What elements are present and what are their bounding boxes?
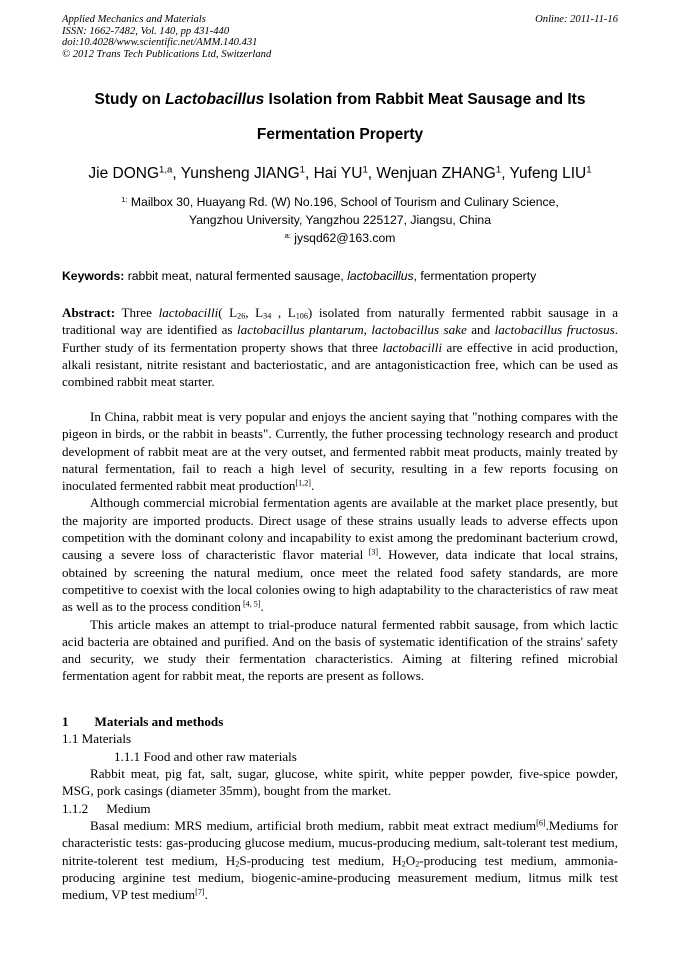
affiliation-marker: 1: xyxy=(121,194,128,204)
citation: [3] xyxy=(363,547,379,557)
keywords-label: Keywords: xyxy=(62,269,125,283)
citation: [7] xyxy=(195,887,205,897)
affiliation-line1: $^{1:}$ Mailbox 30, Huayang Rd. (W) No.196, School of Tourism and Culinary Science, xyxy=(121,194,559,209)
paper-title-line2: Fermentation Property xyxy=(256,126,424,143)
keywords: Keywords: rabbit meat, natural fermented sausage, lactobacillus, fermentation property xyxy=(62,269,537,283)
paper-title-line1 xyxy=(62,91,618,109)
copyright-line: © 2012 Trans Tech Publications Ltd, Switzerland xyxy=(62,48,272,60)
email-line xyxy=(62,231,618,245)
citation: [4, 5] xyxy=(240,599,261,609)
doi-line: doi:10.4028/www.scientific.net/AMM.140.431 xyxy=(62,37,258,49)
email-address: jysqd62@163.com xyxy=(290,231,396,245)
paragraph: In China, rabbit meat is very popular and enjoys the ancient saying that "nothing compares with the pigeon in birds, or the rabbit in beasts". Currently, the futher processing technology research and product development of rabbit meat are at the very outset, and fermented rabbit meat products, mainly treated by natural fermentation, fail to reach a high level of security, resulting in a few reports focusing on inoculated fermented rabbit meat production[1,2]. xyxy=(62,409,618,494)
author: Yunsheng JIANG$^1$, xyxy=(180,164,314,182)
author-list xyxy=(62,165,618,183)
online-date: Online: 2011-11-16 xyxy=(535,14,618,25)
section-heading-1-1-2: 1.1.2 Medium xyxy=(62,801,151,816)
title-text: Study on xyxy=(94,91,166,108)
title-text: Isolation from Rabbit Meat Sausage and Its xyxy=(264,91,586,108)
author: Wenjuan ZHANG$^1$, xyxy=(376,164,510,182)
citation: [1,2] xyxy=(295,478,311,488)
email-marker: a: xyxy=(284,230,291,240)
introduction xyxy=(62,408,618,685)
section-heading-1: 1 Materials and methods xyxy=(62,714,224,729)
issn-line: ISSN: 1662-7482, Vol. 140, pp 431-440 xyxy=(62,25,230,37)
section-heading-1-1-1: 1.1.1 Food and other raw materials xyxy=(114,749,297,764)
paragraph: This article makes an attempt to trial-produce natural fermented rabbit sausage, from which lactic acid bacteria are obtained and purified. And on the basis of systematic identification of the strains' safety and security, we study their fermentation characteristics. Aiming at filtering refined microbial fermentation agent for rabbit meat, the reports are present as follows. xyxy=(62,616,618,684)
section-heading-1-1: 1.1 Materials xyxy=(62,731,132,746)
title-italic: Lactobacillus xyxy=(165,91,265,108)
abstract: Abstract: Three lactobacilli( $L_{26}$, $L_{34}$ , $L_{106}$) isolated from naturally fermented rabbit sausage in a traditional way are identified as lactobacillus plantarum, lactobacillus sake and lactobacillus fructosus. Further study of its fermentation property shows that three lactobacilli are effective in acid production, alkali resistant, nitrite resistant and bacteriostatic, and are antagonisticaction free, which can be used as combined rabbit meat starter. xyxy=(62,305,619,390)
affiliation-line2: Yangzhou University, Yangzhou 225127, Jiangsu, China xyxy=(189,213,491,227)
citation: [6] xyxy=(536,818,546,828)
medium-paragraph: Basal medium: MRS medium, artificial broth medium, rabbit meat extract medium[6].Mediums for characteristic tests: gas-producing glucose medium, mucus-producing medium, salt-tolerant test medium, nitrite-tolerent test medium, $H_2S$-producing test medium, $H_2O_2$-producing test medium, ammonia-producing arginine test medium, biogenic-amine-producing measurement medium, litmus milk test medium, VP test medium[7]. xyxy=(62,818,618,903)
raw-materials-paragraph: Rabbit meat, pig fat, salt, sugar, glucose, white spirit, white pepper powder, five-spice powder, MSG, pork casings (diameter 35mm), bought from the market. xyxy=(62,766,618,799)
paragraph: Although commercial microbial fermentation agents are available at the market place presently, but the majority are imported products. Direct usage of these strains usually leads to adverse effects upon competition with the dominant colony and incapability to exist among the predominant bacterium crowd, causing a severe loss of characteristic flavor material [3]. However, data indicate that local strains, obtained by screening the natural medium, once meet the related food safety standards, are more competitive to coexist with the local colonies owing to high adaptability to the characteristics of raw meat as well as to the process condition [4, 5]. xyxy=(62,495,618,615)
author: Yufeng LIU$^1$ xyxy=(509,164,592,182)
author: Hai $YU^1$, xyxy=(313,164,377,182)
journal-name: Applied Mechanics and Materials xyxy=(62,14,206,25)
journal-header xyxy=(62,14,618,60)
author: Jie DONG$^{1,a}$, xyxy=(88,164,181,182)
abstract-label: Abstract: xyxy=(62,305,116,320)
